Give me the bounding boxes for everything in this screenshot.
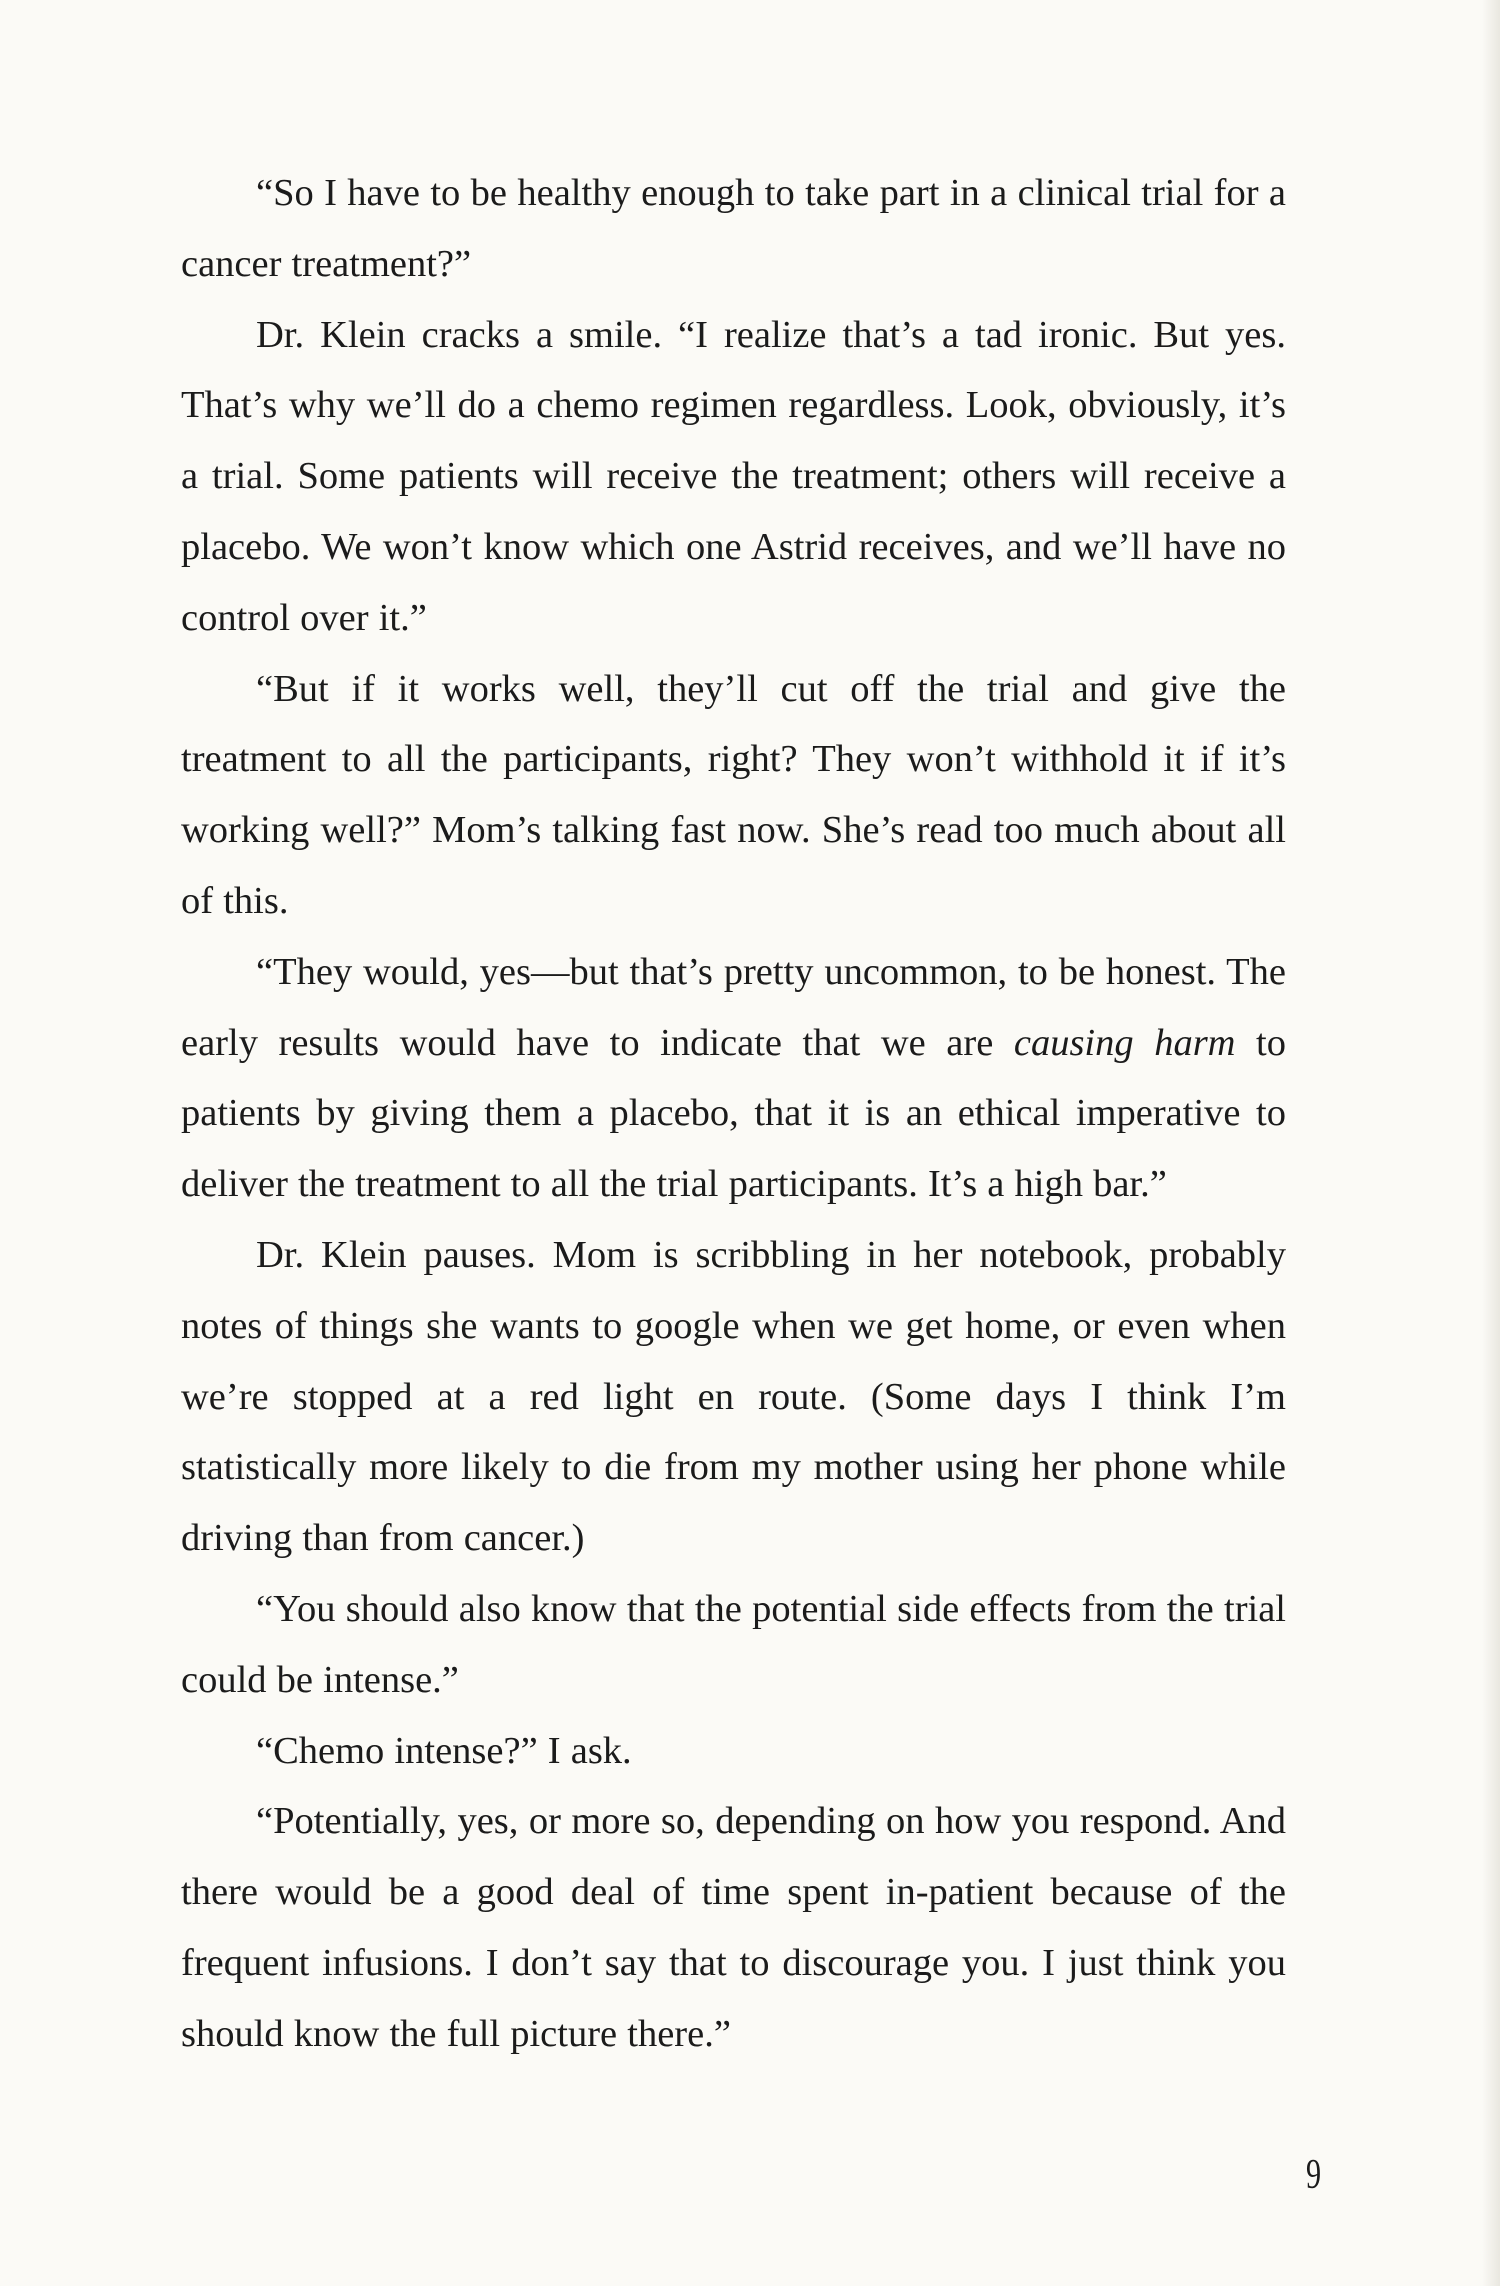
paragraph: [181, 937, 1286, 1220]
page-number: 9: [1306, 2152, 1322, 2198]
paragraph-text: “They would, yes—but that’s pretty uncommon, to be honest. The early results would have to indicate that we are: [181, 950, 1286, 1064]
page-edge: [1482, 0, 1500, 2286]
body-text: [181, 158, 1286, 2070]
paragraph: “Potentially, yes, or more so, depending on how you respond. And there would be a good deal of time spent in-patient because of the frequent infusions. I don’t say that to discourage you. I just think you should know the full picture there.”: [181, 1800, 1286, 2055]
emphasized-text: causing harm: [1013, 1021, 1236, 1064]
paragraph: “You should also know that the potential side effects from the trial could be intense.”: [181, 1587, 1286, 1701]
paragraph-text: to patients by giving them a placebo, that it is an ethical imperative to deliver the treatment to all the trial participants. It’s a high bar.”: [181, 1021, 1286, 1206]
paragraph: “So I have to be healthy enough to take part in a clinical trial for a cancer treatment?”: [181, 172, 1286, 285]
paragraph: “Chemo intense?” I ask.: [256, 1729, 632, 1772]
paragraph: Dr. Klein pauses. Mom is scribbling in her notebook, probably notes of things she wants to google when we get home, or even when we’re stopped at a red light en route. (Some days I think I’m statistically more likely to die from my mother using her phone while driving than from cancer.): [181, 1233, 1286, 1560]
paragraph: Dr. Klein cracks a smile. “I realize that’s a tad ironic. But yes. That’s why we’ll do a chemo regimen regardless. Look, obviously, it’s a trial. Some patients will receive the treatment; others will receive a placebo. We won’t know which one Astrid receives, and we’ll have no control over it.”: [181, 313, 1286, 639]
paragraph: “But if it works well, they’ll cut off the trial and give the treatment to all the participants, right? They won’t withhold it if it’s working well?” Mom’s talking fast now. She’s read too much about all of this.: [181, 667, 1286, 922]
